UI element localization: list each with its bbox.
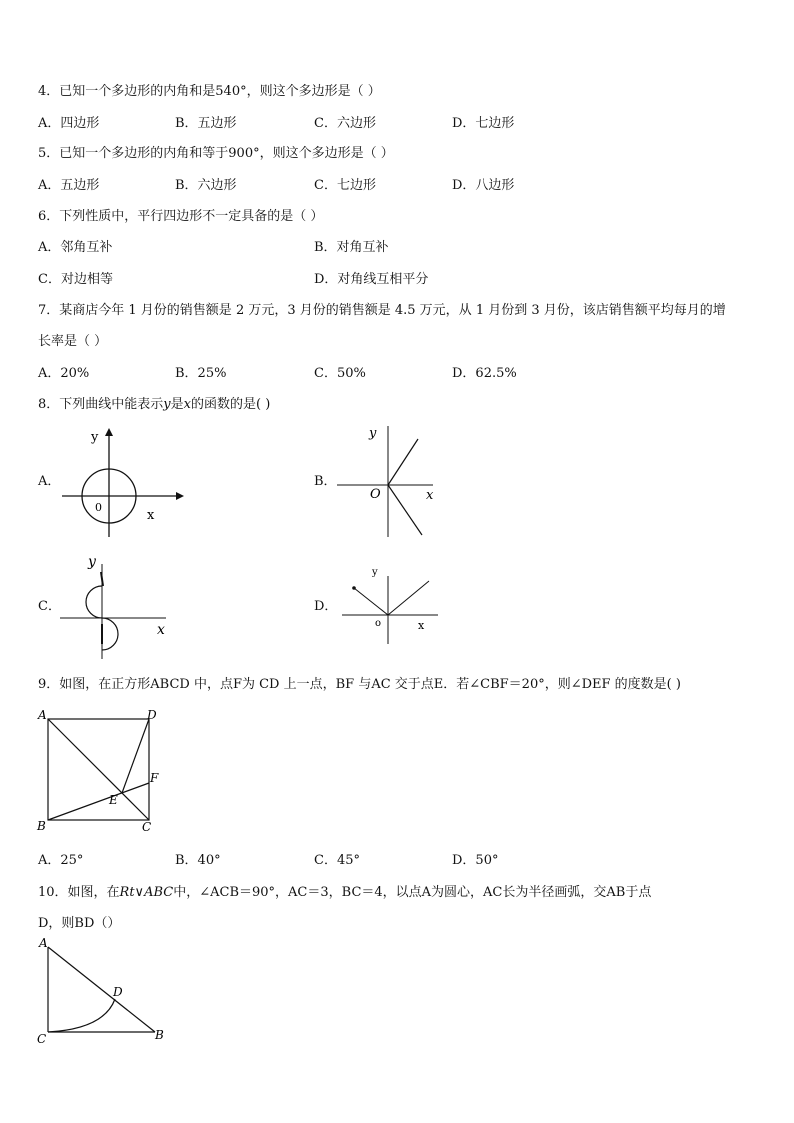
q8-option-b: B． [314,474,337,489]
q9-label-d: D [147,708,157,722]
q10-stem-pre: 10．如图，在 [38,885,120,900]
q6-option-a: A．邻角互补 [38,240,113,255]
q5-option-c: C．七边形 [314,178,376,193]
q9-label-c: C [142,820,152,834]
graph-a-y-label: y [91,430,99,445]
q9-label-e: E [109,793,118,807]
q8-graph-d [338,562,443,647]
q5-stem: 5．已知一个多边形的内角和等于900°，则这个多边形是（ ） [38,146,394,161]
graph-d-y-label: y [372,567,378,578]
q4-option-c: C．六边形 [314,116,376,131]
q6-option-b: B．对角互补 [314,240,389,255]
q7-option-a: A．20% [38,366,90,381]
q6-stem: 6．下列性质中，平行四边形不一定具备的是（ ） [38,209,324,224]
q8-stem-mid: 是 [170,397,184,412]
q7-stem-line1: 7．某商店今年 1 月份的销售额是 2 万元，3 月份的销售额是 4.5 万元，从 1 月份到 3 月份，该店销售额平均每月的增 [38,303,726,318]
q10-label-a: A [39,936,48,950]
q9-label-a: A [38,708,47,722]
q5-option-a: A．五边形 [38,178,100,193]
q10-label-d: D [113,985,123,999]
q4-stem: 4．已知一个多边形的内角和是540°，则这个多边形是（ ） [38,84,381,99]
q9-square-figure [34,705,169,837]
graph-b-x-label: x [426,488,434,503]
q9-option-c: C．45° [314,853,360,868]
q8-option-a: A． [38,474,61,489]
q8-stem-y: y [163,397,171,412]
q10-stem-line2: D，则BD（） [38,916,121,931]
q7-stem-line2: 长率是（ ） [38,334,108,349]
q10-stem-post: 中，∠ACB＝90°，AC＝3，BC＝4，以点A为圆心，AC长为半径画弧，交AB于点 [173,885,652,900]
graph-c-x-label: x [157,622,165,638]
q6-option-d: D．对角线互相平分 [314,272,429,287]
q8-graph-b [335,422,450,540]
q4-option-d: D．七边形 [452,116,515,131]
q8-option-d: D． [314,599,338,614]
q5-option-d: D．八边形 [452,178,515,193]
q4-option-a: A．四边形 [38,116,100,131]
q8-stem-pre: 8．下列曲线中能表示 [38,397,164,412]
q6-option-c: C．对边相等 [38,272,113,287]
graph-a-origin-label: 0 [95,501,102,514]
q9-label-b: B [37,819,46,833]
graph-c-y-label: y [88,554,96,570]
q7-option-d: D．62.5% [452,366,517,381]
q7-option-c: C．50% [314,366,366,381]
q10-triangle-figure [34,935,174,1050]
graph-b-origin-label: O [370,487,381,502]
graph-d-x-label: x [418,619,425,632]
graph-b-y-label: y [369,426,377,441]
q10-stem-line1 [38,884,651,902]
q9-label-f: F [150,771,159,785]
graph-d-origin-label: o [375,618,382,629]
q8-graph-a [58,425,188,540]
q10-label-b: B [155,1028,164,1042]
q7-option-b: B．25% [175,366,227,381]
q9-stem: 9．如图，在正方形ABCD 中，点F为 CD 上一点，BF 与AC 交于点E．若∠CBF＝20°，则∠DEF 的度数是( ) [38,677,681,692]
graph-a-x-label: x [147,508,155,523]
q8-stem-x: x [183,397,191,412]
q9-option-b: B．40° [175,853,221,868]
q8-stem-post: 的函数的是( ) [191,397,271,412]
q8-graph-c [58,552,173,662]
q8-stem [38,396,270,414]
q4-option-b: B．五边形 [175,116,237,131]
q9-option-a: A．25° [38,853,84,868]
q10-stem-rt: Rt∨ABC [119,885,174,900]
q9-option-d: D．50° [452,853,499,868]
q5-option-b: B．六边形 [175,178,237,193]
q8-option-c: C． [38,599,61,614]
q10-label-c: C [37,1032,47,1046]
